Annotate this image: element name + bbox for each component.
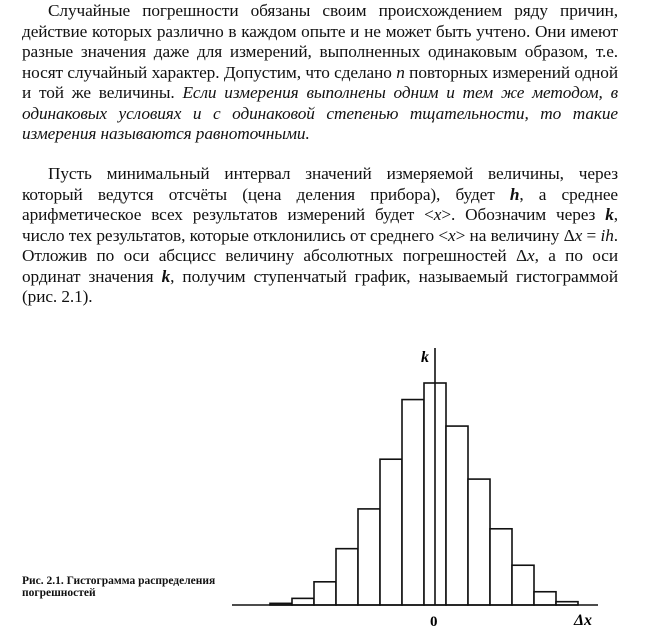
histogram-bar — [512, 565, 534, 605]
x-tick-zero: 0 — [430, 614, 438, 630]
text-segment: Случайные погрешности обязаны своим происхождением ряду причин, действие которых различно в каждом опыте и не может быть учтено. Они имеют разные значения даже для измерений, выполненных одинаковым образом, т.е. носят случайный характер. Допустим, что сделано — [22, 1, 618, 82]
var-x: x — [574, 225, 583, 245]
histogram-bar — [468, 479, 490, 605]
var-x: x — [527, 246, 535, 265]
var-n: n — [396, 62, 405, 82]
var-k: k — [605, 205, 614, 224]
definition-equal-precision: Если измерения выполнены одним и тем же методом, в одинаковых условиях и с одинаковой степенью тщательности, то такие измерения называются равноточными. — [22, 83, 618, 143]
caption-label: Рис. 2.1. — [22, 575, 64, 587]
var-x: x — [447, 225, 456, 245]
text-segment: , а среднее арифметическое всех результатов измерений будет < — [22, 184, 618, 224]
var-k: k — [161, 266, 171, 286]
y-axis-label: k — [421, 349, 429, 366]
text-segment: = — [582, 225, 601, 245]
histogram-bar — [336, 549, 358, 605]
histogram-bar — [534, 592, 556, 605]
histogram-bar — [314, 582, 336, 605]
var-ih: ih — [600, 225, 614, 245]
histogram-bar — [292, 598, 314, 605]
text-segment: . Отложив по оси абсцисс величину абсолютных погрешностей Δ — [22, 225, 618, 265]
figure-caption — [22, 575, 222, 599]
text-segment: > на величину Δ — [455, 225, 575, 245]
histogram-bar — [490, 529, 512, 605]
text-segment: , а по оси ординат значения — [22, 246, 618, 286]
var-h: h — [509, 184, 520, 204]
var-x: x — [433, 205, 442, 224]
text-segment: Пусть минимальный интервал значений измеряемой величины, через который ведутся отсчёты (цена деления прибора), будет — [22, 164, 618, 204]
histogram-bar — [358, 509, 380, 605]
histogram-bar — [402, 400, 424, 605]
histogram-bar — [380, 459, 402, 605]
histogram-bars — [270, 383, 578, 605]
text-segment: , получим ступенчатый график, называемый гистограммой (рис. 2.1). — [22, 266, 618, 306]
text-segment: , число тех результатов, которые отклонились от среднего < — [22, 205, 618, 245]
caption-text: Гистограмма распределения погрешностей — [22, 575, 216, 599]
text-segment: повторных измерений одной и той же величины. — [22, 62, 618, 102]
histogram-bar — [446, 426, 468, 605]
text-segment: >. Обозначим через — [441, 205, 606, 224]
x-axis-label: Δx — [574, 612, 593, 629]
